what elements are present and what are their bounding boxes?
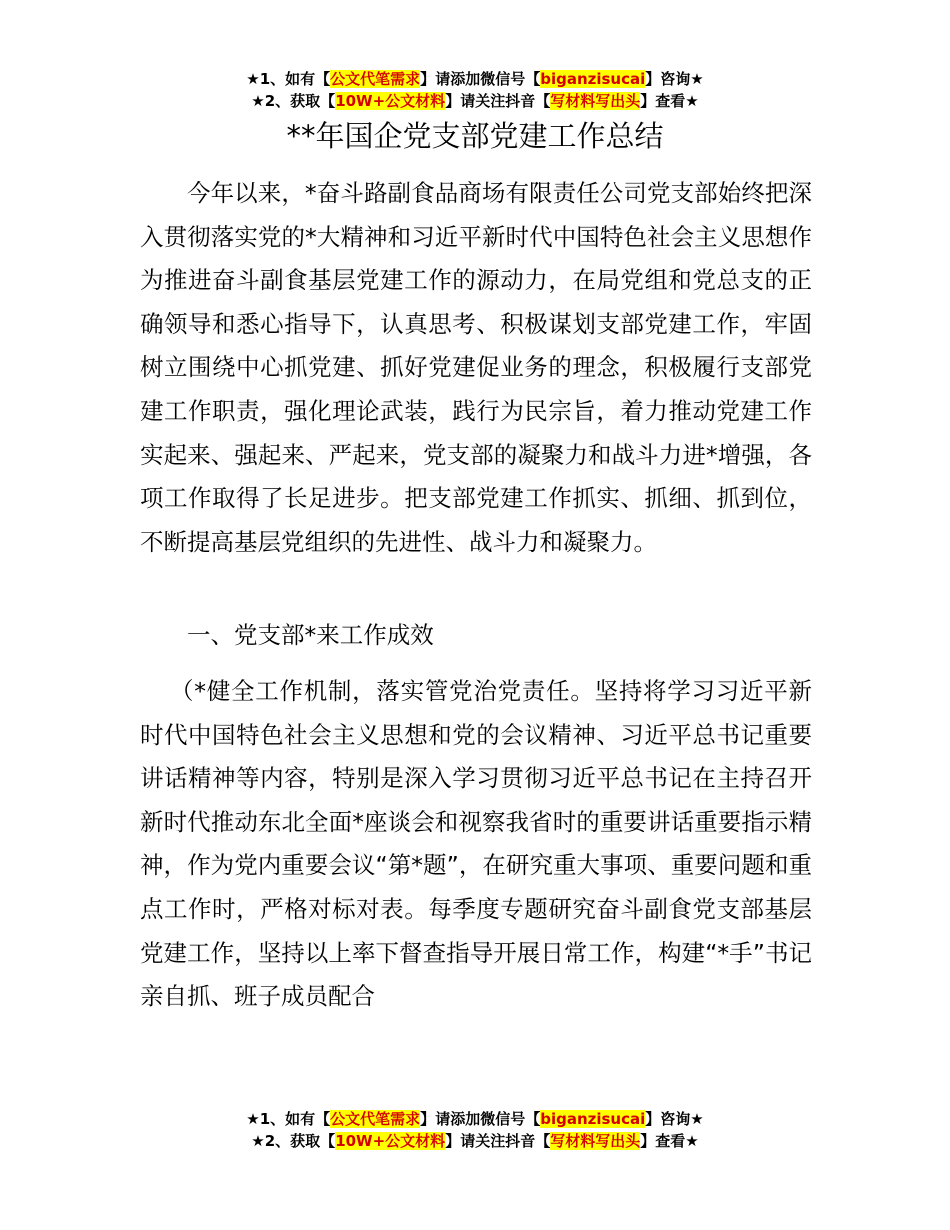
bracket: 【 (320, 92, 336, 110)
banner-text: 请添加微信号 (435, 1110, 526, 1128)
bracket: 】 (445, 1132, 461, 1150)
banner-text: 咨询★ (660, 1110, 704, 1128)
banner-line-2 (0, 90, 950, 112)
banner-text: ★1、如有 (246, 1110, 316, 1128)
bracket: 】 (420, 70, 436, 88)
highlight-text: 10W+公文材料 (335, 92, 446, 110)
bracket: 】 (420, 1110, 436, 1128)
banner-text: ★2、获取 (251, 1132, 321, 1150)
banner-text: ★2、获取 (251, 92, 321, 110)
document-title: **年国企党支部党建工作总结 (286, 119, 664, 153)
body-section-1 (140, 172, 812, 564)
banner-text: 查看★ (655, 92, 699, 110)
bracket: 】 (640, 1132, 656, 1150)
bracket: 【 (525, 70, 541, 88)
banner-text: 查看★ (655, 1132, 699, 1150)
banner-text: ★1、如有 (246, 70, 316, 88)
banner-line-1 (0, 68, 950, 90)
section-heading-1: 一、党支部*来工作成效 (187, 621, 434, 649)
bracket: 【 (535, 1132, 551, 1150)
highlight-text: 公文代笔需求 (330, 1110, 421, 1128)
banner-line-1 (0, 1108, 950, 1130)
header-banner (0, 68, 950, 112)
highlight-text: 公文代笔需求 (330, 70, 421, 88)
bracket: 】 (640, 92, 656, 110)
banner-line-2 (0, 1130, 950, 1152)
bracket: 】 (645, 70, 661, 88)
footer-banner (0, 1108, 950, 1152)
highlight-text: biganzisucai (540, 1110, 646, 1128)
bracket: 】 (445, 92, 461, 110)
bracket: 【 (525, 1110, 541, 1128)
highlight-text: biganzisucai (540, 70, 646, 88)
highlight-text: 10W+公文材料 (335, 1132, 446, 1150)
banner-text: 咨询★ (660, 70, 704, 88)
highlight-text: 写材料写出头 (550, 92, 641, 110)
paragraph-2: （*健全工作机制，落实管党治党责任。坚持将学习习近平新时代中国特色社会主义思想和党的会议精神、习近平总书记重要讲话精神等内容，特别是深入学习贯彻习近平总书记在主持召开新时代推动东北全面*座谈会和视察我省时的重要讲话重要指示精神，作为党内重要会议“第*题”，在研究重大事项、重要问题和重点工作时，严格对标对表。每季度专题研究奋斗副食党支部基层党建工作，坚持以上率下督查指导开展日常工作，构建“*手”书记亲自抓、班子成员配合 (140, 677, 812, 1011)
body-section-2 (140, 670, 812, 1019)
body-section-heading (140, 614, 812, 658)
bracket: 】 (645, 1110, 661, 1128)
bracket: 【 (320, 1132, 336, 1150)
highlight-text: 写材料写出头 (550, 1132, 641, 1150)
bracket: 【 (315, 1110, 331, 1128)
banner-text: 请添加微信号 (435, 70, 526, 88)
banner-text: 请关注抖音 (460, 92, 536, 110)
bracket: 【 (535, 92, 551, 110)
banner-text: 请关注抖音 (460, 1132, 536, 1150)
bracket: 【 (315, 70, 331, 88)
paragraph-1: 今年以来，*奋斗路副食品商场有限责任公司党支部始终把深入贯彻落实党的*大精神和习近平新时代中国特色社会主义思想作为推进奋斗副食基层党建工作的源动力，在局党组和党总支的正确领导和悉心指导下，认真思考、积极谋划支部党建工作，牢固树立围绕中心抓党建、抓好党建促业务的理念，积极履行支部党建工作职责，强化理论武装，践行为民宗旨，着力推动党建工作实起来、强起来、严起来，党支部的凝聚力和战斗力进*增强，各项工作取得了长足进步。把支部党建工作抓实、抓细、抓到位，不断提高基层党组织的先进性、战斗力和凝聚力。 (140, 179, 812, 556)
